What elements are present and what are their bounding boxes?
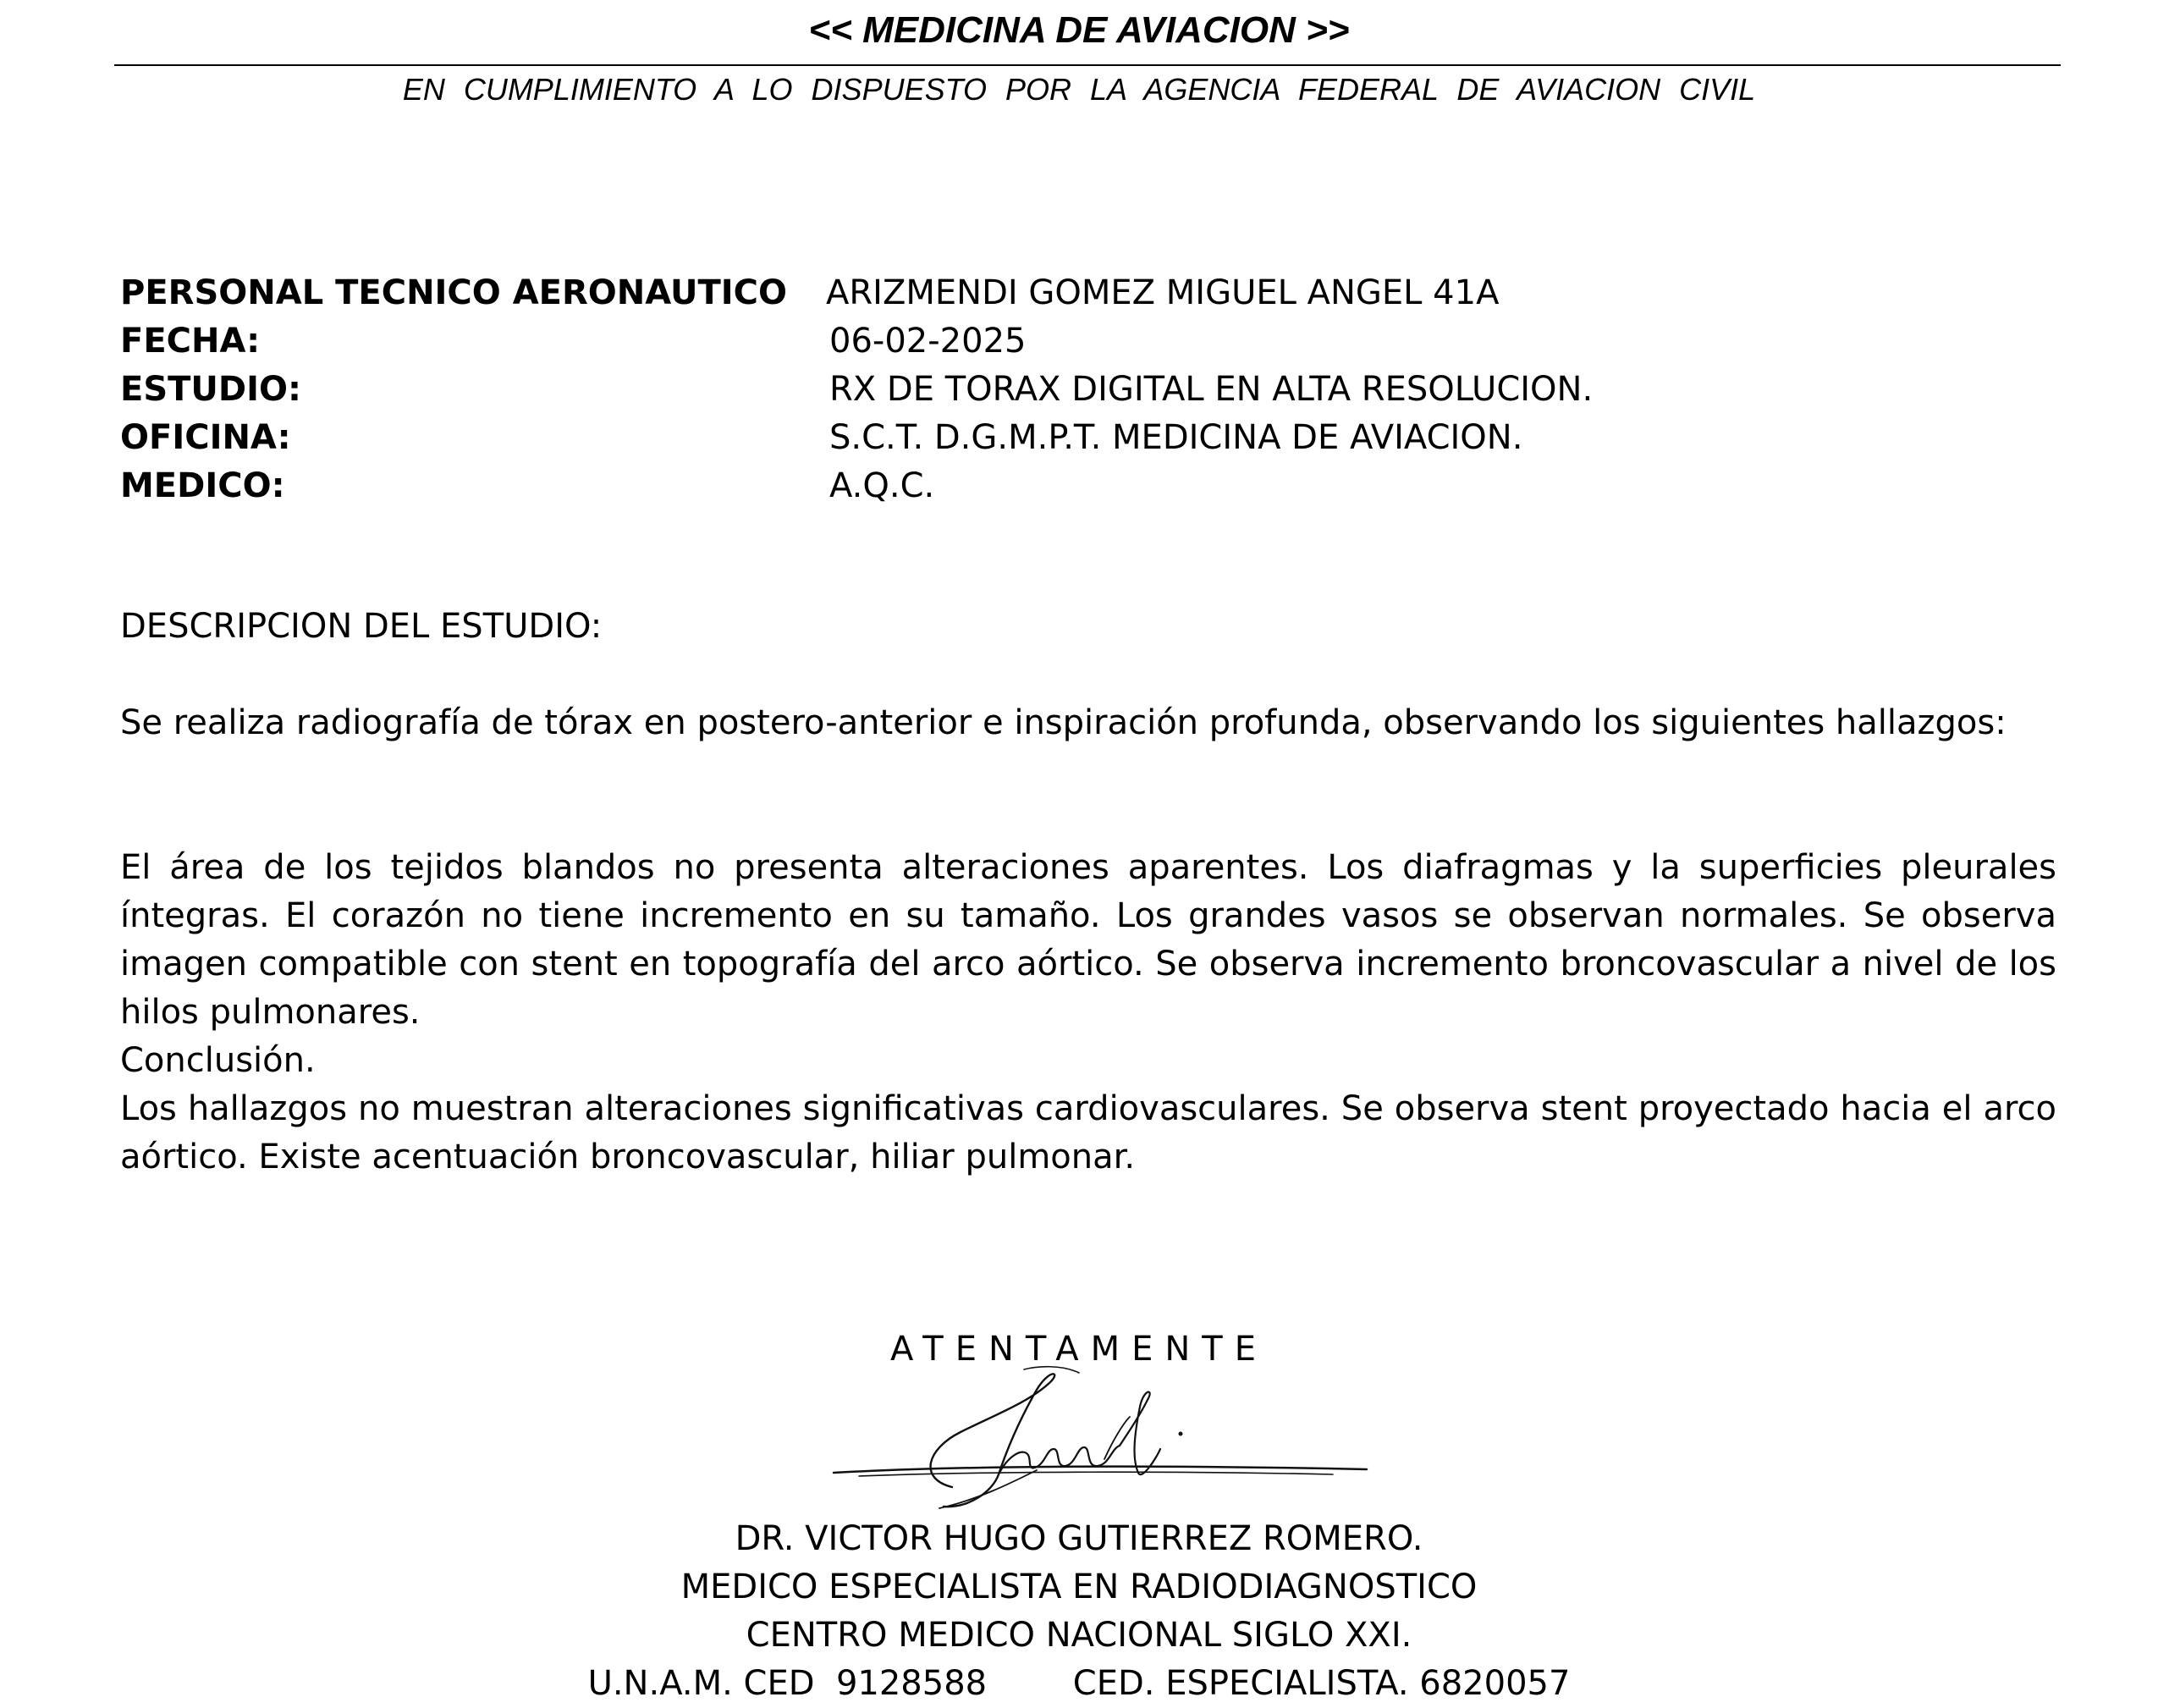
- info-value: ARIZMENDI GOMEZ MIGUEL ANGEL 41A: [826, 273, 1500, 312]
- info-label: PERSONAL TECNICO AERONAUTICO: [120, 273, 788, 312]
- info-row-medico: [120, 461, 2067, 510]
- title-divider: [114, 64, 2061, 66]
- report-findings: El área de los tejidos blandos no presenta alteraciones aparentes. Los diafragmas y la superficies pleurales íntegras. El corazón no tiene incremento en su tamaño. Los grandes vasos se observan normales. Se observa imagen compatible con stent en topografía del arco aórtico. Se observa incremento broncovascular a nivel de los hilos pulmonares.: [120, 848, 2056, 1032]
- signer-credentials: U.N.A.M. CED 9128588 CED. ESPECIALISTA. 6820057: [587, 1664, 1571, 1703]
- info-value: RX DE TORAX DIGITAL EN ALTA RESOLUCION.: [829, 370, 1594, 409]
- info-value: S.C.T. D.G.M.P.T. MEDICINA DE AVIACION.: [829, 418, 1523, 457]
- signer-block: [0, 1515, 2158, 1708]
- info-row-fecha: [120, 317, 2067, 366]
- handwritten-signature: [825, 1364, 1384, 1517]
- info-row-oficina: [120, 413, 2067, 462]
- info-label: MEDICO:: [120, 466, 285, 505]
- info-row-personal: [120, 268, 2067, 317]
- info-label: ESTUDIO:: [120, 370, 301, 409]
- section-heading: DESCRIPCION DEL ESTUDIO:: [120, 607, 603, 646]
- report-conclusion: Los hallazgos no muestran alteraciones significativas cardiovasculares. Se observa stent proyectado hacia el arco aórtico. Existe acentuación broncovascular, hiliar pulmonar.: [120, 1089, 2056, 1176]
- page-subtitle: EN CUMPLIMIENTO A LO DISPUESTO POR LA AGENCIA FEDERAL DE AVIACION CIVIL: [402, 72, 1756, 107]
- closing-salutation: ATENTAMENTE: [890, 1330, 1268, 1369]
- info-label: OFICINA:: [120, 418, 291, 457]
- conclusion-label: Conclusión.: [120, 1041, 316, 1080]
- report-intro: Se realiza radiografía de tórax en postero-anterior e inspiración profunda, observando los siguientes hallazgos:: [120, 703, 2007, 742]
- info-value: A.Q.C.: [829, 466, 935, 505]
- signer-name: DR. VICTOR HUGO GUTIERREZ ROMERO.: [735, 1519, 1423, 1558]
- page-title: << MEDICINA DE AVIACION >>: [808, 9, 1350, 51]
- signer-institution: CENTRO MEDICO NACIONAL SIGLO XXI.: [746, 1616, 1412, 1655]
- info-row-estudio: [120, 365, 2067, 414]
- info-label: FECHA:: [120, 322, 261, 361]
- signer-specialty: MEDICO ESPECIALISTA EN RADIODIAGNOSTICO: [680, 1568, 1478, 1606]
- info-value: 06-02-2025: [829, 322, 1027, 361]
